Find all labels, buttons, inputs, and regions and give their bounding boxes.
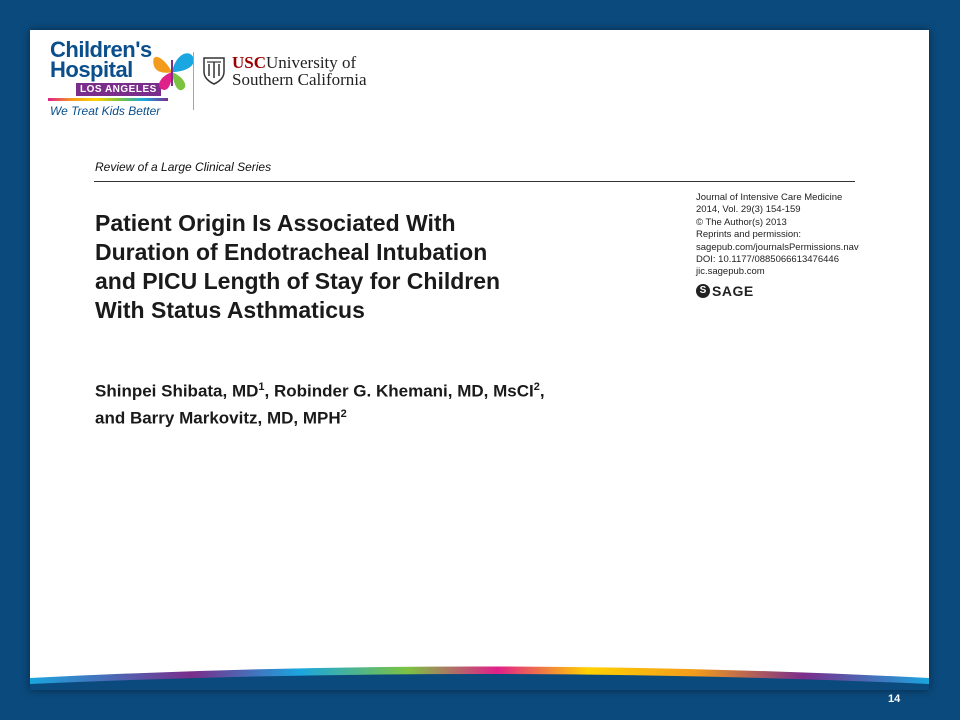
paper-title: [95, 209, 615, 325]
bottom-swoosh: [30, 650, 929, 690]
chla-wordmark: [50, 37, 152, 82]
usc-wordmark: [232, 54, 367, 88]
chla-line1: Children's: [50, 37, 152, 62]
journal-info-line: jic.sagepub.com: [696, 266, 765, 278]
chla-tagline: We Treat Kids Better: [50, 104, 161, 118]
journal-info-line: © The Author(s) 2013: [696, 216, 787, 228]
butterfly-icon: [148, 46, 196, 94]
journal-info-line: Journal of Intensive Care Medicine: [696, 192, 843, 203]
usc-line1: University of: [266, 53, 357, 72]
author-line-1: Shinpei Shibata, $MD^1$, Robinder G. Khemani, MD, MsCI$^2$,: [95, 381, 545, 401]
page-number: 14: [888, 693, 901, 705]
journal-info-line: DOI: 10.1177/0885066613476446: [696, 254, 839, 266]
title-line: Duration of Endotracheal Intubation: [95, 239, 488, 265]
usc-abbrev: USC: [232, 53, 267, 72]
sage-icon: S: [696, 284, 710, 298]
journal-info-line: sagepub.com/journalsPermissions.nav: [696, 241, 859, 253]
sage-logo: [696, 282, 754, 300]
chla-badge: LOS ANGELES: [76, 83, 161, 96]
usc-line2: Southern California: [232, 70, 367, 89]
slide-card: [30, 30, 929, 690]
journal-info: [696, 192, 896, 279]
chla-rainbow-bar: [48, 98, 168, 101]
header-rule: [94, 181, 855, 182]
author-line-2: and Barry Markovitz, MD, MPH$^2$: [95, 407, 347, 428]
sage-wordmark: SAGE: [712, 283, 754, 299]
journal-info-line: 2014, Vol. 29(3) 154-159: [696, 204, 801, 216]
title-line: With Status Asthmaticus: [95, 297, 365, 323]
chla-line2: Hospital: [50, 57, 133, 82]
title-line: and PICU Length of Stay for Children: [95, 268, 501, 294]
author-list: [95, 376, 655, 429]
usc-seal-icon: [202, 56, 226, 86]
title-line: Patient Origin Is Associated With: [95, 210, 456, 236]
usc-logo: [202, 54, 372, 100]
journal-info-line: Reprints and permission:: [696, 229, 802, 241]
logo-divider: [193, 52, 194, 110]
chla-logo: [48, 37, 188, 130]
section-label: Review of a Large Clinical Series: [95, 160, 272, 174]
